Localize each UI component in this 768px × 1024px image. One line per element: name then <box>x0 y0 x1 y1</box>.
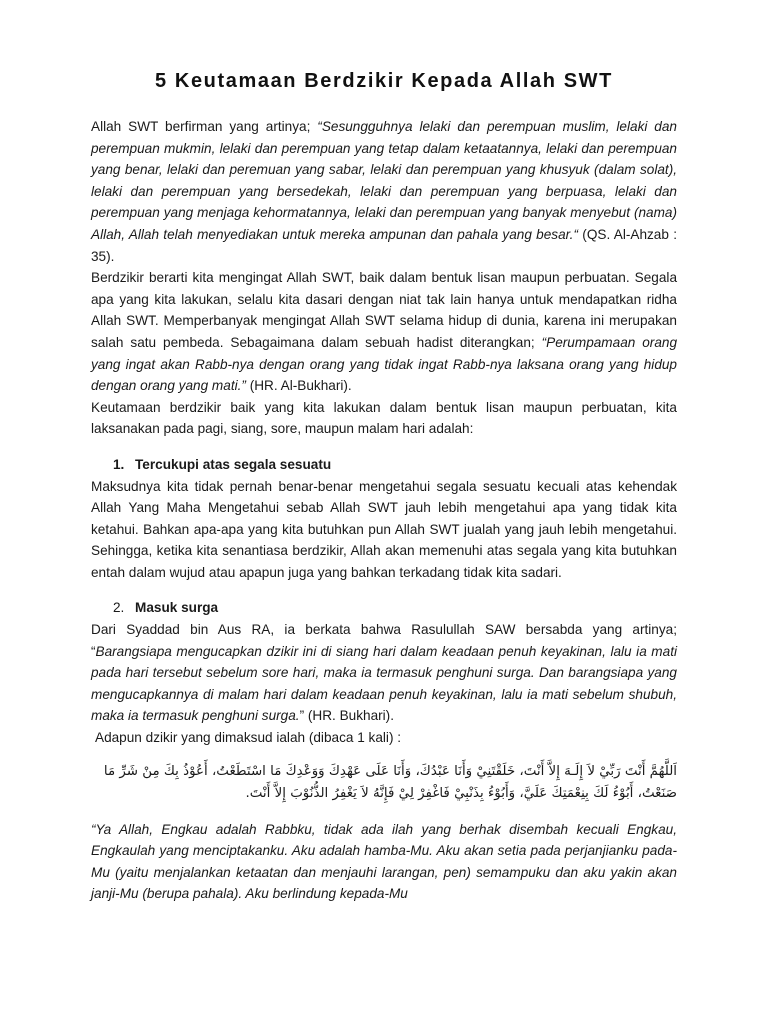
dzikir-translation: “Ya Allah, Engkau adalah Rabbku, tidak ada ilah yang berhak disembah kecuali Engkau, Engkaulah yang menciptakanku. Aku adalah hamba-Mu. Aku akan setia pada perjanjianku pada-Mu (yaitu menjalankan ketaatan dan menjauhi larangan, pen) semampuku dan aku yakin akan janji-Mu (berupa pahala). Aku berlindung kepada-Mu <box>91 821 677 902</box>
section-2-ref: ” (HR. Bukhari). <box>299 708 394 724</box>
dzikir-meaning-paragraph <box>91 267 677 397</box>
section-2-quote: Barangsiapa mengucapkan dzikir ini di siang hari dalam keadaan penuh keyakinan, lalu ia mati pada hari tersebut sebelum sore hari, maka ia termasuk penghuni surga. Dan barangsiapa yang mengucapkannya di malam hari dalam keadaan penuh keyakinan, lalu ia mati sebelum shubuh, maka ia termasuk penghuni surga. <box>91 643 677 724</box>
intro-ref: (QS. Al-Ahzab : 35). <box>91 226 677 264</box>
intro-paragraph <box>91 116 677 267</box>
virtues-intro-paragraph: Keutamaan berdzikir baik yang kita lakukan dalam bentuk lisan maupun perbuatan, kita laksanakan pada pagi, siang, sore, maupun malam hari adalah: <box>91 399 677 437</box>
intro-lead: Allah SWT berfirman yang artinya; <box>91 119 318 134</box>
section-2-text <box>91 619 677 727</box>
section-2-lead: Dari Syaddad bin Aus RA, ia berkata bahwa Rasulullah SAW bersabda yang artinya; “ <box>91 622 677 659</box>
section-1-title: Tercukupi atas segala sesuatu <box>135 456 332 472</box>
arabic-dzikir-text: اَللَّهُمَّ أَنْتَ رَبِّيْ لاَ إِلَـهَ إِلاَّ أَنْتَ، خَلَقْتَنِيْ وَأَنَا عَبْدُكَ، وَأَنَا عَلَى عَهْدِكَ وَوَعْدِكَ مَا اسْتَطَعْتُ، أَعُوْذُ بِكَ مِنْ شَرِّ مَا صَنَعْتُ، أَبُوْءُ لَكَ بِنِعْمَتِكَ عَلَيَّ، وَأَبُوْءُ بِذَنْبِيْ فَاغْفِرْ لِيْ فَإِنَّهُ لاَ يَغْفِرُ الذُّنُوْبَ إِلاَّ أَنْتَ. <box>103 763 677 801</box>
section-2-title: Masuk surga <box>135 600 219 616</box>
section-2-number: 2. <box>113 600 125 616</box>
section-2-heading <box>91 597 677 619</box>
hadith-ref: (HR. Al-Bukhari). <box>245 378 352 394</box>
section-1-number: 1. <box>113 456 125 472</box>
document-body <box>91 116 677 905</box>
page-title: 5 Keutamaan Berdzikir Kepada Allah SWT <box>155 70 613 92</box>
dzikir-intro: Adapun dzikir yang dimaksud ialah (dibaca 1 kali) : <box>95 730 402 746</box>
intro-quote: “Sesungguhnya lelaki dan perempuan muslim, lelaki dan perempuan mukmin, lelaki dan perempuan yang tetap dalam ketaatannya, lelaki dan perempuan yang benar, lelaki dan peremuan yang sabar, lelaki dan perempuan yang khusyuk (dalam solat), lelaki dan perempuan yang bersedekah, lelaki dan perempuan yang berpuasa, lelaki dan perempuan yang menjaga kehormatannya, lelaki dan perempuan yang banyak menyebut (nama) Allah, Allah telah menyediakan untuk mereka ampunan dan pahala yang besar.“ <box>91 119 677 242</box>
section-1-heading <box>91 454 677 476</box>
hadith-quote: “Perumpamaan orang yang ingat akan Rabb-nya dengan orang yang tidak ingat Rabb-nya laksana orang yang hidup dengan orang yang mati.” <box>91 334 678 394</box>
section-1-text: Maksudnya kita tidak pernah benar-benar mengetahui segala sesuatu kecuali atas kehendak Allah Yang Maha Mengetahui sebab Allah SWT jauh lebih mengetahui apa yang tidak kita ketahui. Bahkan apa-apa yang kita butuhkan pun Allah SWT jualah yang jauh lebih mengetahui. Sehingga, ketika kita senantiasa berdzikir, Allah akan memenuhi atas segala yang kita butuhkan entah dalam wujud atau apapun juga yang bahkan terkadang tidak kita sadari. <box>91 478 677 580</box>
para2-text: Berdzikir berarti kita mengingat Allah SWT, baik dalam bentuk lisan maupun perbuatan. Segala apa yang kita lakukan, selalu kita dasari dengan niat tak lain hanya untuk mendapatkan ridha Allah SWT. Memperbanyak mengingat Allah SWT selama hidup di dunia, karena ini merupakan salah satu pembeda. Sebagaimana dalam sebuah hadist diterangkan; <box>91 270 677 350</box>
